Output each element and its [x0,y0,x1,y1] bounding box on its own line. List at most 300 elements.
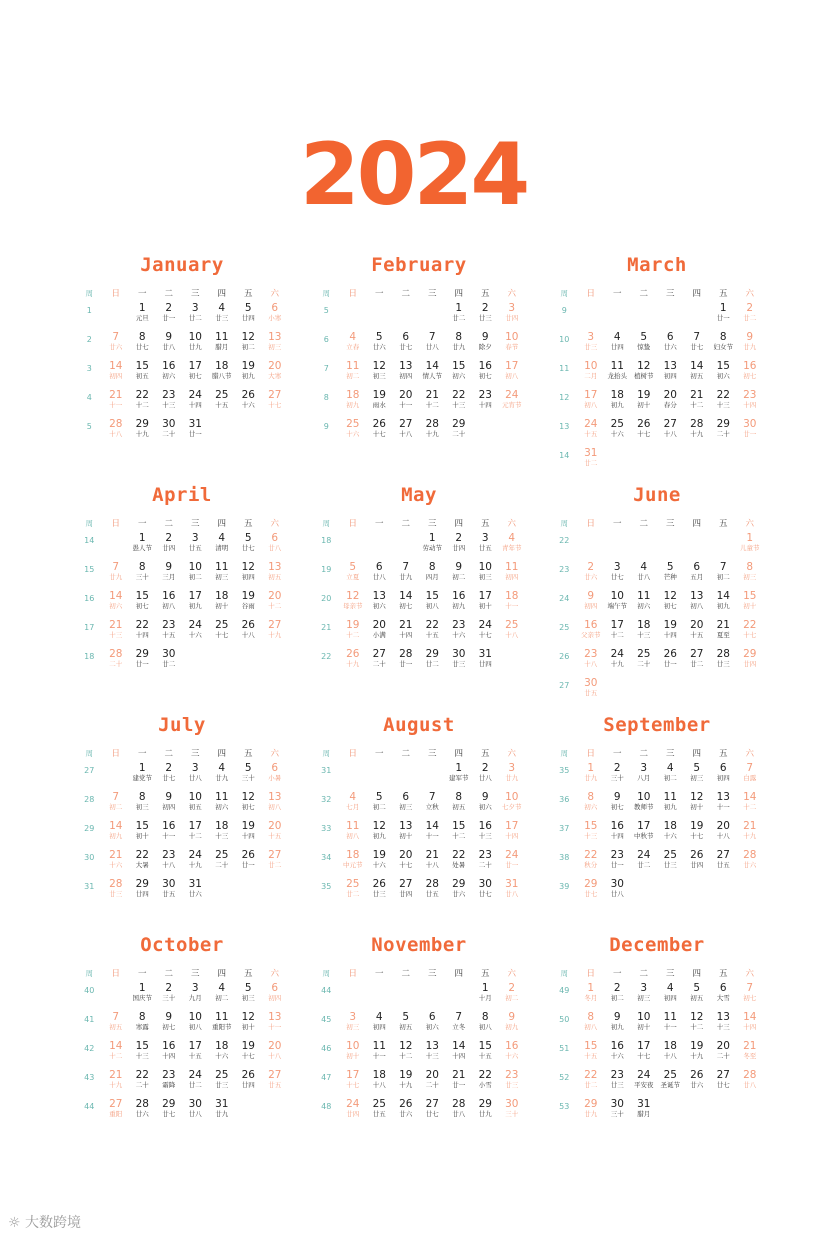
lunar-label: 寒露 [135,1023,149,1031]
day-cell [182,1069,209,1098]
day-number: 6 [666,331,674,343]
weekday-label: 六 [745,969,754,979]
week-row [76,532,288,561]
lunar-label: 建军节 [449,774,469,782]
day-number: 26 [663,648,677,660]
day-number: 31 [584,447,598,459]
week-number: 50 [559,1015,570,1024]
day-cell [129,532,156,561]
lunar-label: 廿九 [505,774,519,782]
weekday-label: 一 [374,519,384,529]
day-cell [578,762,605,791]
week-number: 32 [321,795,332,804]
day-cell [235,302,262,331]
day-number: 30 [452,648,466,660]
day-number: 22 [135,849,149,861]
week-row [76,1098,288,1127]
day-cell [737,331,764,360]
day-number: 5 [402,1011,410,1023]
day-number: 3 [508,762,516,774]
day-cell [182,619,209,648]
day-cell [366,982,393,1011]
day-cell [472,389,499,418]
day-number: 14 [743,1011,757,1023]
weekday-label: 三 [427,289,437,299]
day-cell [631,619,658,648]
lunar-label: 十三 [637,631,651,639]
lunar-label: 初九 [610,1023,624,1031]
week-number: 49 [559,986,570,995]
weekday-label: 六 [507,519,516,529]
week-number: 41 [84,1015,95,1024]
lunar-label: 雨水 [372,401,386,409]
day-cell [393,820,420,849]
day-cell [657,677,684,706]
weekday-label: 五 [480,969,490,979]
day-number: 17 [478,590,492,602]
lunar-label: 三十 [135,573,149,581]
day-number: 23 [610,849,624,861]
week-row [76,1069,288,1098]
day-number: 20 [268,1040,282,1052]
week-row [551,447,763,476]
lunar-label: 三月 [162,573,176,581]
weekday-label: 五 [243,519,253,529]
day-number: 5 [640,331,648,343]
lunar-label: 十三 [584,832,598,840]
week-row [76,791,288,820]
week-row [76,302,288,331]
day-cell [209,1098,236,1127]
day-cell [182,1098,209,1127]
lunar-label: 廿四 [452,544,466,552]
day-cell [156,360,183,389]
day-number: 1 [455,302,463,314]
day-number: 1 [746,532,754,544]
week-row [551,1040,763,1069]
weekday-label: 周 [560,748,568,758]
day-number: 5 [244,762,252,774]
day-cell [393,849,420,878]
day-cell [604,331,631,360]
day-number: 3 [191,982,199,994]
weekday-label: 二 [164,519,173,529]
day-cell [684,590,711,619]
month-block [76,710,288,925]
weekday-label: 日 [111,969,120,979]
day-number: 5 [244,302,252,314]
day-cell [419,648,446,677]
day-cell [182,418,209,447]
day-number: 13 [268,331,282,343]
day-cell [235,389,262,418]
weekday-label: 六 [507,969,516,979]
day-cell [446,982,473,1011]
lunar-label: 中秋节 [634,832,654,840]
day-number: 17 [584,389,598,401]
week-row [313,561,525,590]
lunar-label: 十九 [109,1081,123,1089]
lunar-label: 廿三 [109,890,123,898]
day-cell [103,302,130,331]
lunar-label: 初八 [584,1023,598,1031]
day-cell [340,590,367,619]
lunar-label: 廿六 [663,343,677,351]
day-number: 15 [135,590,149,602]
day-cell [737,302,764,331]
lunar-label: 初四 [372,1023,386,1031]
day-cell [262,648,289,677]
day-cell [710,1098,737,1127]
lunar-label: 十四 [743,401,757,409]
day-number: 11 [372,1040,386,1052]
day-cell [262,1011,289,1040]
lunar-label: 初十 [215,602,229,610]
day-number: 4 [218,532,226,544]
lunar-label: 廿九 [743,343,757,351]
lunar-label: 廿二 [743,314,757,322]
day-number: 1 [719,302,727,314]
week-number: 31 [84,882,95,891]
day-number: 15 [452,820,466,832]
day-number: 27 [268,849,282,861]
lunar-label: 惊蛰 [637,343,651,351]
day-cell [472,791,499,820]
lunar-label: 初三 [478,573,492,581]
month-block [313,480,525,695]
day-number: 10 [584,360,598,372]
day-cell [366,1098,393,1127]
day-cell [446,820,473,849]
day-cell [604,389,631,418]
day-number: 7 [746,982,754,994]
day-number: 26 [346,648,360,660]
lunar-label: 廿八 [505,890,519,898]
day-cell [366,619,393,648]
day-number: 13 [716,791,730,803]
weekday-label: 三 [427,519,437,529]
day-cell [446,561,473,590]
lunar-label: 初二 [452,573,466,581]
day-cell [737,1040,764,1069]
day-cell [657,878,684,907]
day-number: 30 [162,878,176,890]
day-cell [209,1011,236,1040]
lunar-label: 小暑 [268,774,282,782]
lunar-label: 初六 [478,803,492,811]
lunar-label: 十九 [690,430,704,438]
day-cell [103,820,130,849]
month-title: November [371,934,467,956]
weekday-label: 四 [454,519,463,529]
day-cell [578,791,605,820]
day-number: 27 [399,878,413,890]
day-number: 21 [109,619,123,631]
week-row [76,878,288,907]
day-cell [209,331,236,360]
lunar-label: 廿七 [478,890,492,898]
day-cell [235,878,262,907]
month-block [551,250,763,465]
lunar-label: 初八 [584,401,598,409]
weekday-label: 五 [718,519,728,529]
day-cell [393,1098,420,1127]
day-cell [129,1098,156,1127]
day-number: 13 [399,360,413,372]
day-cell [604,360,631,389]
week-row [313,648,525,677]
lunar-label: 初八 [162,602,176,610]
day-cell [710,302,737,331]
day-cell [156,418,183,447]
day-cell [129,820,156,849]
day-cell [262,418,289,447]
day-cell [393,360,420,389]
day-cell [631,791,658,820]
day-cell [340,878,367,907]
lunar-label: 十二 [399,1052,413,1060]
day-cell [604,849,631,878]
day-cell [578,648,605,677]
day-cell [657,360,684,389]
day-number: 7 [112,1011,120,1023]
day-cell [103,418,130,447]
day-number: 4 [640,561,648,573]
day-cell [182,302,209,331]
day-cell [657,982,684,1011]
lunar-label: 初三 [215,573,229,581]
day-number: 31 [188,418,202,430]
day-cell [235,849,262,878]
lunar-label: 初九 [716,602,730,610]
day-cell [657,532,684,561]
day-number: 10 [188,1011,202,1023]
day-cell [182,331,209,360]
lunar-label: 十四 [478,401,492,409]
lunar-label: 龙抬头 [607,372,627,380]
day-cell [710,791,737,820]
day-cell [419,849,446,878]
week-number: 46 [321,1044,332,1053]
day-number: 14 [716,590,730,602]
week-number: 24 [559,594,570,603]
day-number: 16 [610,1040,624,1052]
lunar-label: 十九 [268,631,282,639]
lunar-label: 十九 [425,430,439,438]
day-cell [657,418,684,447]
day-cell [103,331,130,360]
lunar-label: 十一 [425,832,439,840]
day-number: 5 [244,982,252,994]
lunar-label: 廿六 [452,890,466,898]
day-cell [340,1069,367,1098]
day-number: 17 [188,590,202,602]
weekday-label: 四 [217,289,226,299]
day-number: 24 [478,619,492,631]
day-cell [340,762,367,791]
day-cell [129,360,156,389]
day-cell [209,762,236,791]
day-cell [578,619,605,648]
day-cell [472,619,499,648]
day-cell [366,532,393,561]
lunar-label: 廿四 [610,343,624,351]
lunar-label: 十四 [663,631,677,639]
day-cell [710,619,737,648]
lunar-label: 廿二 [637,861,651,869]
day-cell [393,648,420,677]
day-cell [684,418,711,447]
day-cell [737,849,764,878]
lunar-label: 初三 [346,1023,360,1031]
lunar-label: 十四 [188,401,202,409]
lunar-label: 廿一 [241,861,255,869]
lunar-label: 初五 [690,372,704,380]
week-number: 16 [84,594,95,603]
week-number: 20 [321,594,332,603]
lunar-label: 三十 [162,994,176,1002]
day-number: 21 [109,1069,123,1081]
day-cell [340,619,367,648]
day-number: 29 [452,418,466,430]
lunar-label: 初二 [716,573,730,581]
week-number: 45 [321,1015,332,1024]
lunar-label: 初二 [663,774,677,782]
day-number: 14 [399,590,413,602]
lunar-label: 十三 [162,401,176,409]
lunar-label: 十二 [690,401,704,409]
day-cell [446,1011,473,1040]
day-cell [578,1040,605,1069]
lunar-label: 十七 [399,861,413,869]
lunar-label: 初十 [478,602,492,610]
day-cell [684,762,711,791]
lunar-label: 廿七 [162,774,176,782]
lunar-label: 初十 [637,401,651,409]
day-cell [631,331,658,360]
day-cell [235,1011,262,1040]
day-cell [235,360,262,389]
day-number: 24 [584,418,598,430]
day-cell [604,677,631,706]
lunar-label: 初三 [135,803,149,811]
lunar-label: 中元节 [343,861,363,869]
lunar-label: 十六 [610,1052,624,1060]
lunar-label: 廿四 [241,1081,255,1089]
lunar-label: 初五 [109,1023,123,1031]
day-cell [604,982,631,1011]
week-row [551,389,763,418]
lunar-label: 初六 [215,803,229,811]
day-number: 6 [402,791,410,803]
lunar-label: 廿四 [399,890,413,898]
day-number: 10 [610,590,624,602]
day-number: 28 [399,648,413,660]
day-cell [737,677,764,706]
day-cell [235,1098,262,1127]
lunar-label: 十八 [663,1052,677,1060]
day-number: 30 [743,418,757,430]
lunar-label: 十五 [162,631,176,639]
day-number: 10 [346,1040,360,1052]
week-row [313,849,525,878]
week-number: 3 [86,364,92,373]
day-number: 30 [162,648,176,660]
lunar-label: 九月 [188,994,202,1002]
day-number: 29 [162,1098,176,1110]
weekday-label: 二 [401,289,410,299]
day-number: 2 [481,762,489,774]
watermark-text: 大数跨境 [25,1215,82,1231]
day-cell [604,447,631,476]
weekday-label: 周 [85,748,93,758]
day-cell [419,762,446,791]
lunar-label: 初五 [399,1023,413,1031]
month-block [551,710,763,925]
lunar-label: 廿四 [241,314,255,322]
day-number: 3 [349,1011,357,1023]
week-row [551,1011,763,1040]
day-number: 30 [610,878,624,890]
day-number: 28 [109,648,123,660]
lunar-label: 小满 [372,631,386,639]
day-cell [209,302,236,331]
lunar-label: 大雪 [716,994,730,1002]
day-number: 18 [215,1040,229,1052]
week-row [313,791,525,820]
day-cell [235,791,262,820]
weekday-label: 四 [454,749,463,759]
weekday-label: 一 [612,289,622,299]
lunar-label: 十一 [268,1023,282,1031]
lunar-label: 除夕 [478,343,492,351]
lunar-label: 初九 [188,602,202,610]
lunar-label: 初六 [109,602,123,610]
day-cell [472,532,499,561]
lunar-label: 元宵节 [502,401,522,409]
lunar-label: 夏至 [716,631,730,639]
day-number: 3 [587,331,595,343]
day-number: 29 [716,418,730,430]
day-cell [262,878,289,907]
day-number: 30 [584,677,598,689]
day-cell [103,1069,130,1098]
day-cell [393,762,420,791]
lunar-label: 廿二 [452,314,466,322]
week-number: 30 [84,853,95,862]
lunar-label: 廿五 [716,861,730,869]
day-number: 2 [455,532,463,544]
day-cell [103,762,130,791]
day-number: 21 [452,1069,466,1081]
day-cell [235,982,262,1011]
day-number: 2 [746,302,754,314]
weekday-label: 三 [190,519,200,529]
day-number: 29 [135,648,149,660]
day-number: 27 [268,1069,282,1081]
day-cell [340,389,367,418]
weekday-label: 三 [190,969,200,979]
day-cell [129,302,156,331]
lunar-label: 初七 [663,602,677,610]
day-cell [156,878,183,907]
lunar-label: 廿六 [135,1110,149,1118]
day-number: 3 [508,302,516,314]
day-cell [472,762,499,791]
day-cell [182,389,209,418]
week-row [76,619,288,648]
day-cell [631,648,658,677]
